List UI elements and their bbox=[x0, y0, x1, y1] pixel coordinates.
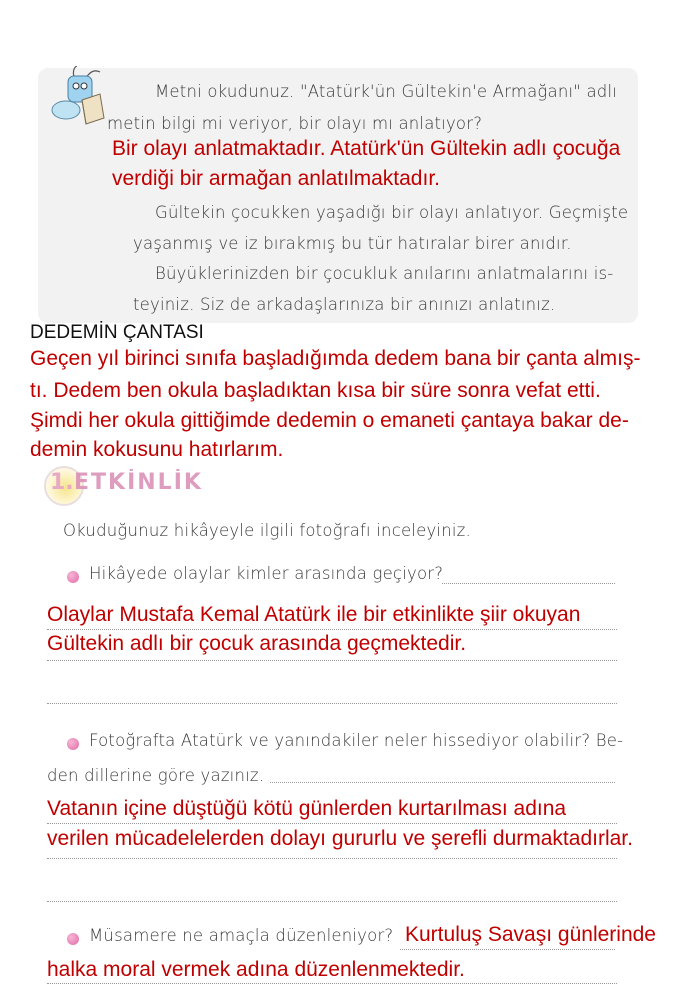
answer-q2-line1: Vatanın içine düştüğü kötü günlerden kurtarılması adına bbox=[47, 797, 567, 820]
pink-bullet-icon bbox=[67, 933, 79, 945]
answer-line-q1[interactable] bbox=[47, 703, 617, 704]
intro-paragraph-line: teyiniz. Siz de arkadaşlarınıza bir anınızı anlatınız. bbox=[133, 295, 556, 314]
story-line: Şimdi her okula gittiğimde dedemin o emaneti çantaya bakar de- bbox=[30, 409, 629, 432]
intro-question-line2: metin bilgi mi veriyor, bir olayı mı anlatıyor? bbox=[107, 114, 483, 133]
answer-line-q2[interactable] bbox=[47, 901, 617, 902]
answer-q1-line1: Olaylar Mustafa Kemal Atatürk ile bir etkinlikte şiir okuyan bbox=[47, 603, 581, 626]
answer-q2-line2: verilen mücadelelerden dolayı gururlu ve şerefli durmaktadırlar. bbox=[47, 827, 633, 850]
question-2-text-line1: Fotoğrafta Atatürk ve yanındakiler neler hissediyor olabilir? Be- bbox=[89, 731, 624, 750]
answer-line-q1[interactable] bbox=[442, 583, 615, 584]
activity-label: ETKİNLİK bbox=[74, 470, 203, 495]
answer-q1-line2: Gültekin adlı bir çocuk arasında geçmektedir. bbox=[47, 632, 467, 655]
story-title: DEDEMİN ÇANTASI bbox=[30, 322, 204, 343]
story-line: tı. Dedem ben okula başladıktan kısa bir süre sonra vefat etti. bbox=[30, 379, 601, 402]
story-line: Geçen yıl birinci sınıfa başladığımda dedem bana bir çanta almış- bbox=[30, 347, 641, 370]
intro-paragraph-line: Gültekin çocukken yaşadığı bir olayı anlatıyor. Geçmişte bbox=[155, 203, 629, 222]
pink-bullet-icon bbox=[67, 738, 79, 750]
intro-paragraph-line: yaşanmış ve iz bırakmış bu tür hatıralar birer anıdır. bbox=[133, 234, 572, 253]
pink-bullet-icon bbox=[67, 571, 79, 583]
answer-line-q3[interactable] bbox=[400, 949, 615, 950]
answer-line-q1[interactable] bbox=[47, 660, 617, 661]
story-line: demin kokusunu hatırlarım. bbox=[30, 438, 284, 461]
question-1-text: Hikâyede olaylar kimler arasında geçiyor? bbox=[89, 564, 444, 583]
activity-instruction: Okuduğunuz hikâyeyle ilgili fotoğrafı inceleyiniz. bbox=[63, 521, 471, 540]
activity-number: 1. bbox=[50, 470, 74, 495]
answer-line-q2[interactable] bbox=[270, 782, 615, 783]
intro-panel bbox=[38, 68, 638, 323]
answer-line-q3[interactable] bbox=[47, 983, 617, 984]
answer-line-q2[interactable] bbox=[47, 823, 617, 824]
answer-line-q1[interactable] bbox=[47, 629, 617, 630]
intro-answer-line2: verdiği bir armağan anlatılmaktadır. bbox=[112, 167, 440, 190]
intro-answer-line1: Bir olayı anlatmaktadır. Atatürk'ün Gültekin adlı çocuğa bbox=[112, 137, 621, 160]
intro-question-line1: Metni okudunuz. "Atatürk'ün Gültekin'e Armağanı" adlı bbox=[155, 82, 618, 101]
answer-line-q2[interactable] bbox=[47, 858, 617, 859]
answer-q3-line2: halka moral vermek adına düzenlenmektedir. bbox=[47, 958, 465, 981]
intro-paragraph-line: Büyüklerinizden bir çocukluk anılarını anlatmalarını is- bbox=[155, 264, 614, 283]
answer-q3-inline: Kurtuluş Savaşı günlerinde bbox=[405, 923, 656, 946]
question-3-text: Müsamere ne amaçla düzenleniyor? bbox=[89, 926, 394, 945]
question-2-text-line2: den dillerine göre yazınız. bbox=[47, 766, 265, 785]
